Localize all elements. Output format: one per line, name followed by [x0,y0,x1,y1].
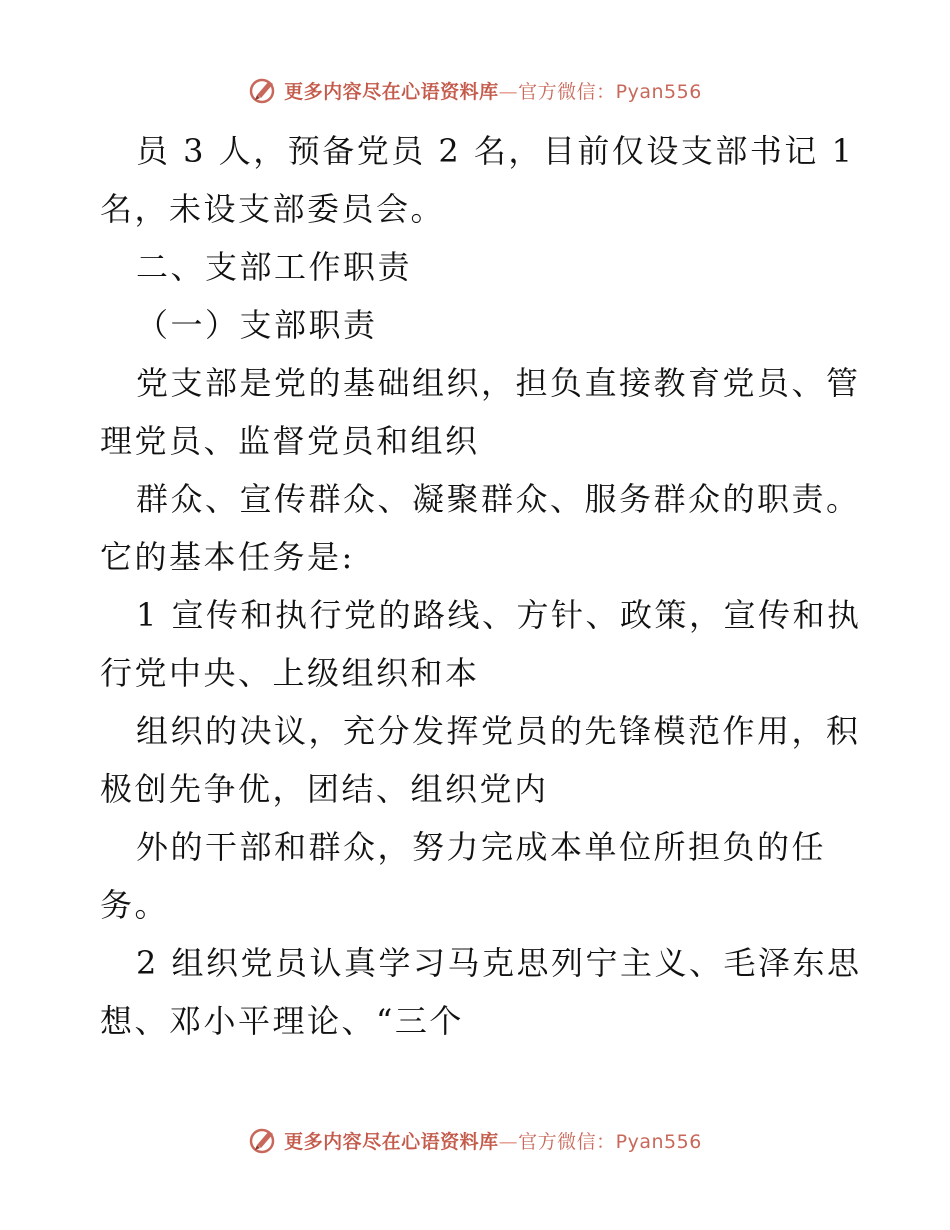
subsection-heading: （一）支部职责 [136,306,378,344]
text-line: 员 3 人，预备党员 2 名，目前仅设支部书记 1 [136,132,855,170]
watermark-secondary: 官方微信：Pyan556 [518,80,702,103]
footer-watermark [0,1120,950,1160]
text-line: 理党员、监督党员和组织 [100,422,480,460]
watermark-main: 更多内容尽在心语资料库 [284,1130,499,1153]
text-line: 1 宣传和执行党的路线、方针、政策，宣传和执 [136,596,862,634]
text-line: 想、邓小平理论、“三个 [100,1002,464,1040]
text-line: 名，未设支部委员会。 [100,190,446,228]
text-line: 党支部是党的基础组织，担负直接教育党员、管 [136,364,861,402]
watermark-dash: — [498,80,519,103]
text-line: 组织的决议，充分发挥党员的先锋模范作用，积 [136,712,861,750]
text-line: 务。 [100,886,170,924]
watermark-text [284,1127,702,1154]
text-line: 外的干部和群众，努力完成本单位所担负的任 [136,828,827,866]
watermark-main: 更多内容尽在心语资料库 [284,80,499,103]
pen-logo-icon [248,75,278,105]
pen-logo-icon [248,1125,278,1155]
section-heading: 二、支部工作职责 [136,248,413,286]
document-body [100,122,860,1050]
watermark-secondary: 官方微信：Pyan556 [518,1130,702,1153]
text-line: 行党中央、上级组织和本 [100,654,480,692]
watermark-text [284,77,702,104]
text-line: 它的基本任务是: [100,538,355,576]
header-watermark [0,70,950,110]
text-line: 极创先争优，团结、组织党内 [100,770,549,808]
text-line: 群众、宣传群众、凝聚群众、服务群众的职责。 [136,480,861,518]
text-line: 2 组织党员认真学习马克思列宁主义、毛泽东思 [136,944,862,982]
watermark-dash: — [498,1130,519,1153]
